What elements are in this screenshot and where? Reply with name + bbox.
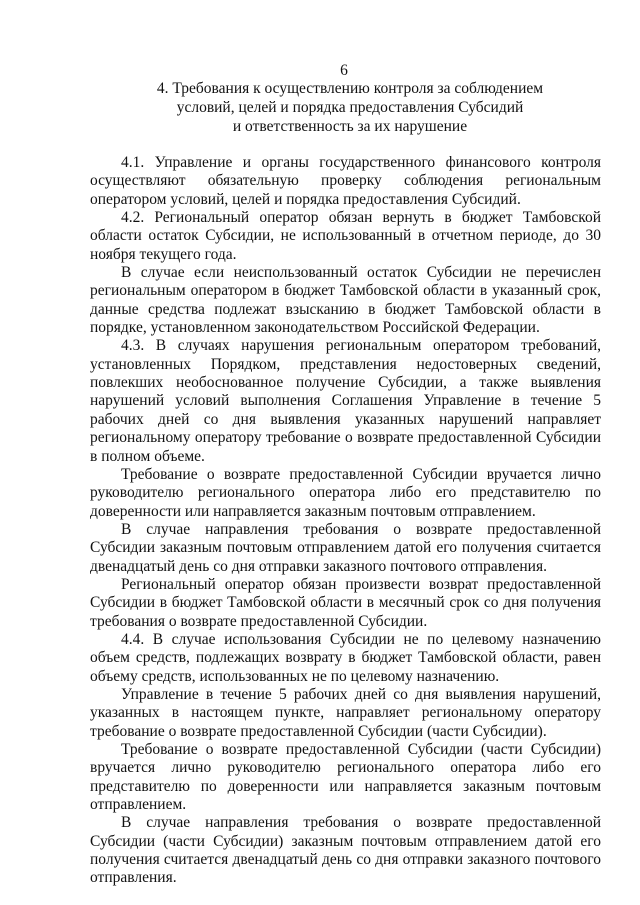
paragraph: В случае если неиспользованный остаток Субсидии не перечислен региональным оператором в бюджет Тамбовской области в указанный срок, данные средства подлежат взысканию в бюджет Тамбовской области в порядке, установленном законодательством Российской Федерации. xyxy=(90,264,601,337)
section-heading-line: 4. Требования к осуществлению контроля за соблюдением xyxy=(156,80,544,97)
section-heading-line: условий, целей и порядка предоставления Субсидий xyxy=(176,99,524,116)
paragraph-4-1: 4.1. Управление и органы государственного финансового контроля осуществляют обязательную проверку соблюдения региональным оператором условий, целей и порядка предоставления Субсидий. xyxy=(90,154,601,208)
paragraph-4-3: 4.3. В случаях нарушения региональным оператором требований, установленных Порядком, представления недостоверных сведений, повлекших необоснованное получение Субсидии, а также выявления нарушений условий выполнения Соглашения Управление в течение 5 рабочих дней со дня выявления указанных нарушений направляет региональному оператору требование о возврате предоставленной Субсидии в полном объеме. xyxy=(90,337,601,465)
section-heading xyxy=(90,79,610,136)
page-number: 6 xyxy=(340,62,348,79)
paragraph: Требование о возврате предоставленной Субсидии (части Субсидии) вручается лично руководителю регионального оператора либо его представителю по доверенности или направляется заказным почтовым отправлением. xyxy=(90,741,601,814)
body-text xyxy=(90,154,601,888)
paragraph-4-2: 4.2. Региональный оператор обязан вернуть в бюджет Тамбовской области остаток Субсидии, не использованный в отчетном периоде, до 30 ноября текущего года. xyxy=(90,209,601,263)
section-heading-line: и ответственность за их нарушение xyxy=(232,118,468,135)
paragraph: В случае направления требования о возврате предоставленной Субсидии заказным почтовым отправлением датой его получения считается двенадцатый день со дня отправки заказного почтового отправления. xyxy=(90,520,601,575)
paragraph: В случае направления требования о возврате предоставленной Субсидии (части Субсидии) заказным почтовым отправлением датой его получения считается двенадцатый день со дня отправки заказного почтового отправления. xyxy=(90,814,601,887)
paragraph-4-4: 4.4. В случае использования Субсидии не по целевому назначению объем средств, подлежащих возврату в бюджет Тамбовской области, равен объему средств, использованных не по целевому назначению. xyxy=(90,630,601,685)
paragraph: Требование о возврате предоставленной Субсидии вручается лично руководителю регионального оператора либо его представителю по доверенности или направляется заказным почтовым отправлением. xyxy=(90,465,601,520)
paragraph: Региональный оператор обязан произвести возврат предоставленной Субсидии в бюджет Тамбовской области в месячный срок со дня получения требования о возврате предоставленной Субсидии. xyxy=(90,575,601,630)
paragraph: Управление в течение 5 рабочих дней со дня выявления нарушений, указанных в настоящем пункте, направляет региональному оператору требование о возврате предоставленной Субсидии (части Субсидии). xyxy=(90,685,601,740)
